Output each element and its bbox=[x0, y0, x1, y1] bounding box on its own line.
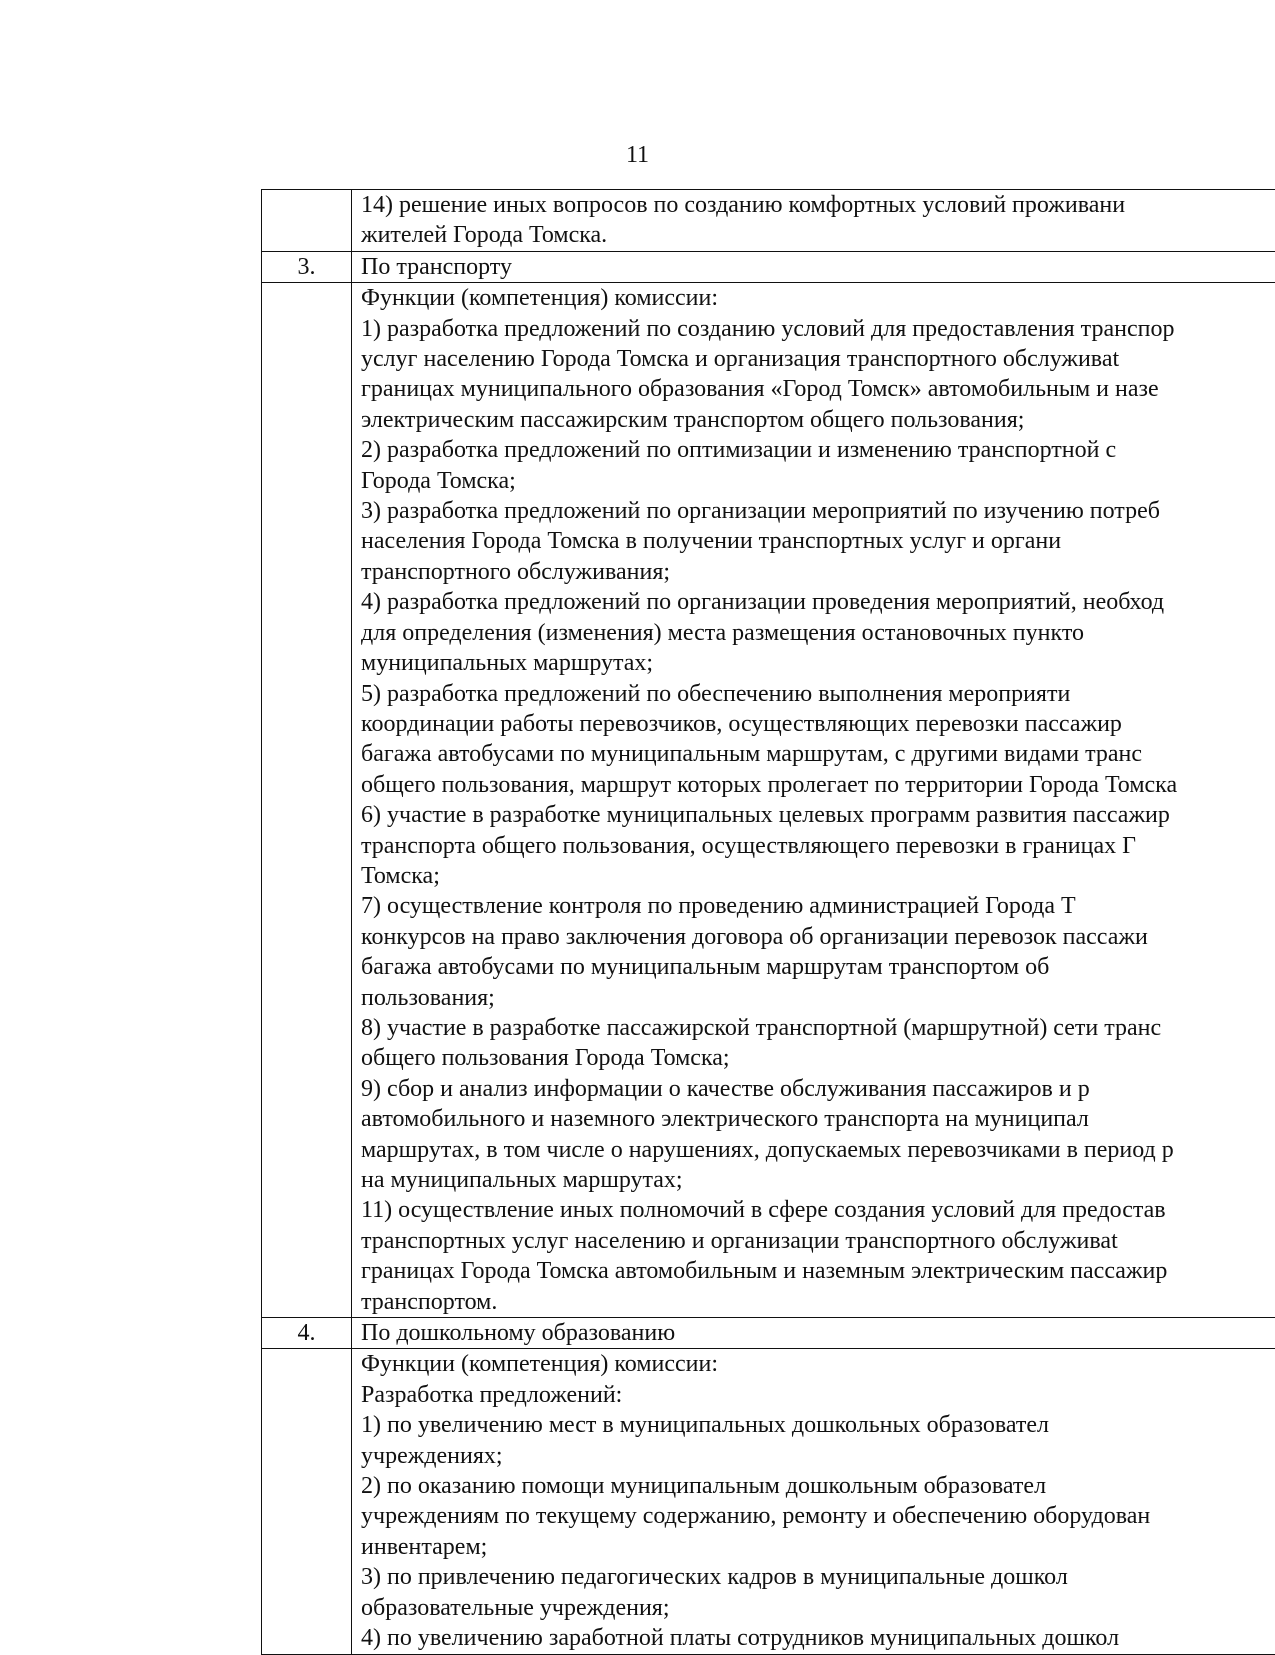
text-line: электрическим пассажирским транспортом общего пользования; bbox=[361, 405, 1270, 435]
text-line: на муниципальных маршрутах; bbox=[361, 1165, 1270, 1195]
section-number: 4. bbox=[262, 1318, 352, 1349]
text-line: транспортного обслуживания; bbox=[361, 557, 1270, 587]
row-text-cell bbox=[352, 190, 1275, 252]
text-line: учреждениям по текущему содержанию, ремонту и обеспечению оборудован bbox=[361, 1501, 1270, 1531]
section-title-text: По транспорту bbox=[361, 252, 1270, 282]
section-number: 3. bbox=[262, 251, 352, 282]
text-line: общего пользования Города Томска; bbox=[361, 1043, 1270, 1073]
text-line: Томска; bbox=[361, 861, 1270, 891]
text-line: общего пользования, маршрут которых пролегает по территории Города Томска bbox=[361, 770, 1270, 800]
committee-functions-table bbox=[261, 189, 1275, 1655]
text-line: 2) разработка предложений по оптимизации и изменению транспортной с bbox=[361, 435, 1270, 465]
text-line: Функции (компетенция) комиссии: bbox=[361, 1349, 1270, 1379]
text-line: конкурсов на право заключения договора об организации перевозок пассажи bbox=[361, 922, 1270, 952]
text-line: транспортом. bbox=[361, 1287, 1270, 1317]
text-line: Разработка предложений: bbox=[361, 1380, 1270, 1410]
section-title bbox=[352, 1318, 1275, 1349]
text-line: Функции (компетенция) комиссии: bbox=[361, 283, 1270, 313]
text-line: муниципальных маршрутах; bbox=[361, 648, 1270, 678]
continuation-text bbox=[361, 190, 1270, 251]
text-line: Города Томска; bbox=[361, 466, 1270, 496]
text-line: населения Города Томска в получении транспортных услуг и органи bbox=[361, 526, 1270, 556]
table-row bbox=[262, 251, 1275, 282]
table-row bbox=[262, 283, 1275, 1318]
text-line: транспорта общего пользования, осуществляющего перевозки в границах Г bbox=[361, 831, 1270, 861]
text-line: инвентарем; bbox=[361, 1532, 1270, 1562]
text-line: границах Города Томска автомобильным и наземным электрическим пассажир bbox=[361, 1256, 1270, 1286]
table-row bbox=[262, 1349, 1275, 1654]
section-body-text bbox=[361, 1349, 1270, 1653]
section-body bbox=[352, 283, 1275, 1318]
text-line: транспортных услуг населению и организации транспортного обслуживаt bbox=[361, 1226, 1270, 1256]
text-line: маршрутах, в том числе о нарушениях, допускаемых перевозчиками в период р bbox=[361, 1135, 1270, 1165]
text-line: багажа автобусами по муниципальным маршрутам транспортом об bbox=[361, 952, 1270, 982]
section-body-text bbox=[361, 283, 1270, 1317]
text-line: учреждениях; bbox=[361, 1441, 1270, 1471]
table-row bbox=[262, 1318, 1275, 1349]
text-line: 6) участие в разработке муниципальных целевых программ развития пассажир bbox=[361, 800, 1270, 830]
text-line: образовательные учреждения; bbox=[361, 1593, 1270, 1623]
section-title bbox=[352, 251, 1275, 282]
text-line: 3) разработка предложений по организации мероприятий по изучению потреб bbox=[361, 496, 1270, 526]
row-number-cell bbox=[262, 283, 352, 1318]
section-body bbox=[352, 1349, 1275, 1654]
text-line: 5) разработка предложений по обеспечению выполнения мероприяти bbox=[361, 679, 1270, 709]
row-number-cell bbox=[262, 190, 352, 252]
text-line: 11) осуществление иных полномочий в сфере создания условий для предостав bbox=[361, 1195, 1270, 1225]
text-line: жителей Города Томска. bbox=[361, 220, 1270, 250]
text-line: 1) разработка предложений по созданию условий для предоставления транспор bbox=[361, 314, 1270, 344]
text-line: 3) по привлечению педагогических кадров в муниципальные дошкол bbox=[361, 1562, 1270, 1592]
text-line: 2) по оказанию помощи муниципальным дошкольным образовател bbox=[361, 1471, 1270, 1501]
text-line: 1) по увеличению мест в муниципальных дошкольных образовател bbox=[361, 1410, 1270, 1440]
row-number-cell bbox=[262, 1349, 352, 1654]
text-line: 9) сбор и анализ информации о качестве обслуживания пассажиров и р bbox=[361, 1074, 1270, 1104]
text-line: границах муниципального образования «Город Томск» автомобильным и назе bbox=[361, 374, 1270, 404]
text-line: 14) решение иных вопросов по созданию комфортных условий проживани bbox=[361, 190, 1270, 220]
text-line: 8) участие в разработке пассажирской транспортной (маршрутной) сети транс bbox=[361, 1013, 1270, 1043]
section-title-text: По дошкольному образованию bbox=[361, 1318, 1270, 1348]
text-line: 7) осуществление контроля по проведению администрацией Города Т bbox=[361, 891, 1270, 921]
text-line: 4) по увеличению заработной платы сотрудников муниципальных дошкол bbox=[361, 1623, 1270, 1653]
text-line: координации работы перевозчиков, осуществляющих перевозки пассажир bbox=[361, 709, 1270, 739]
text-line: услуг населению Города Томска и организация транспортного обслуживаt bbox=[361, 344, 1270, 374]
text-line: багажа автобусами по муниципальным маршрутам, с другими видами транс bbox=[361, 739, 1270, 769]
text-line: пользования; bbox=[361, 983, 1270, 1013]
page-number: 11 bbox=[0, 140, 1275, 170]
text-line: автомобильного и наземного электрического транспорта на муниципал bbox=[361, 1104, 1270, 1134]
text-line: 4) разработка предложений по организации проведения мероприятий, необход bbox=[361, 587, 1270, 617]
table-row bbox=[262, 190, 1275, 252]
text-line: для определения (изменения) места размещения остановочных пункто bbox=[361, 618, 1270, 648]
